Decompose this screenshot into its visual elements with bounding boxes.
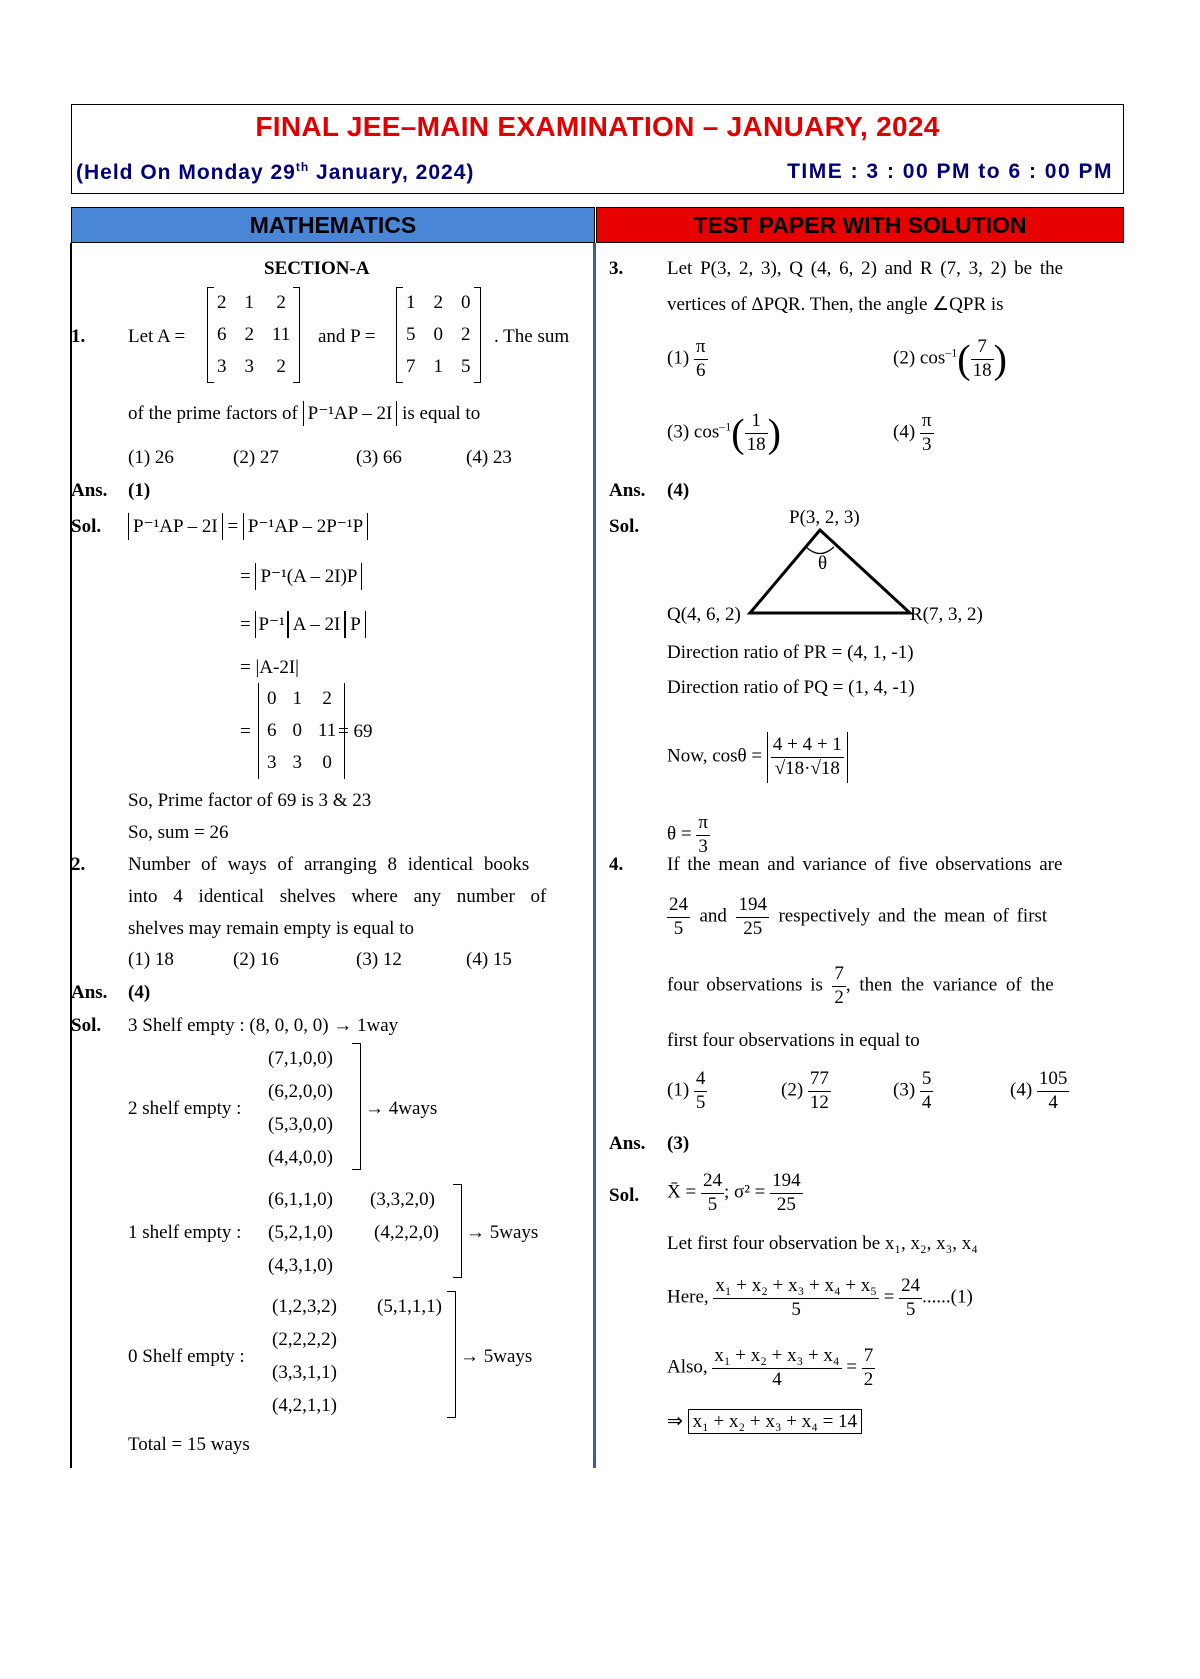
matrix-p-cell: 7 xyxy=(406,356,416,377)
q4-opt2-label: (2) xyxy=(781,1079,804,1101)
q2-three-empty: 3 Shelf empty : (8, 0, 0, 0) → 1way xyxy=(128,1015,399,1036)
q4-opt1-label: (1) xyxy=(667,1079,690,1101)
q1-sol-det-2: P⁻¹(A – 2I)P xyxy=(255,563,362,590)
q3-opt2-frac xyxy=(971,336,994,383)
frac-num: 4 xyxy=(694,1068,708,1092)
q2-one-item: (4,3,1,0) xyxy=(268,1255,333,1276)
vertex-r-label: R(7, 3, 2) xyxy=(910,604,983,625)
q2-line-2: into 4 identical shelves where any number of xyxy=(128,886,547,907)
q3-now: Now, cosθ = xyxy=(667,745,763,767)
q2-sol-label: Sol. xyxy=(71,1015,102,1036)
q2-line-1: Number of ways of arranging 8 identical books xyxy=(128,854,530,875)
q4-also-line xyxy=(667,1345,875,1392)
frac-den: √18·√18 xyxy=(774,757,840,779)
q4-number: 4. xyxy=(609,854,624,875)
q4-also-eq: = xyxy=(846,1356,858,1378)
q1-and-p: and P = xyxy=(318,326,376,347)
q3-opt1-frac xyxy=(694,336,708,383)
q4-here-frac xyxy=(713,1275,878,1322)
q1-sol-det-p: P xyxy=(345,611,366,638)
q4-frac-mean4 xyxy=(832,963,846,1010)
q4-implies: ⇒ xyxy=(667,1411,683,1432)
q2-one-item: (4,2,2,0) xyxy=(374,1222,439,1243)
q2-two-item: (6,2,0,0) xyxy=(268,1081,333,1102)
frac-den: 3 xyxy=(921,433,932,455)
q2-two-bracket xyxy=(352,1043,361,1170)
q1-sol-line3: = P⁻¹ A – 2I P xyxy=(240,615,366,634)
matrix-a xyxy=(207,287,300,383)
frac-den: 18 xyxy=(746,433,766,455)
det-matrix-cell: 6 xyxy=(267,720,277,741)
q3-ans-label: Ans. xyxy=(609,480,646,501)
q4-opt3-frac xyxy=(920,1068,934,1115)
frac-den: 5 xyxy=(791,1298,801,1320)
q3-opt2-label: (2) cos xyxy=(893,347,946,369)
q4-opt2-frac xyxy=(808,1068,831,1115)
matrix-a-cell: 11 xyxy=(272,324,291,345)
q3-line-1: Let P(3, 2, 3), Q (4, 6, 2) and R (7, 3, 2) be the xyxy=(667,258,1064,279)
det-matrix-cell: 2 xyxy=(322,688,332,709)
det-matrix-cell: 3 xyxy=(267,752,277,773)
q1-so-1: So, Prime factor of 69 is 3 & 23 xyxy=(128,790,372,811)
q2-two-ways: → 4ways xyxy=(365,1098,438,1119)
q2-zero-item: (4,2,1,1) xyxy=(272,1395,337,1416)
subject-band: MATHEMATICS xyxy=(71,207,595,243)
q2-zero-item: (3,3,1,1) xyxy=(272,1362,337,1383)
frac-num: 4 + 4 + 1 xyxy=(771,734,844,758)
frac-num: x₁ + x₂ + x₃ + x₄ xyxy=(712,1345,841,1369)
q1-det-matrix xyxy=(258,683,345,779)
q4-frac-mean xyxy=(667,894,690,941)
q3-number: 3. xyxy=(609,258,624,279)
q4-line-1: If the mean and variance of five observations are xyxy=(667,854,1063,875)
q1-the-sum: . The sum xyxy=(494,326,570,347)
q4-option-3 xyxy=(893,1068,933,1115)
matrix-p-cell: 1 xyxy=(433,356,443,377)
q4-line3-pre: four observations is xyxy=(667,974,823,996)
frac-den: 5 xyxy=(905,1298,916,1320)
frac-den: 2 xyxy=(863,1368,874,1390)
q4-option-1 xyxy=(667,1068,707,1115)
q3-opt3-sup: –1 xyxy=(719,419,732,434)
matrix-a-cell: 6 xyxy=(217,324,227,345)
q3-option-3: (3) $\cos^{-1}$( $\frac{1}{18}$ ) xyxy=(667,410,781,456)
q4-sol-label: Sol. xyxy=(609,1185,640,1206)
q1-let-a: Let A = xyxy=(128,326,186,347)
frac-den: 4 xyxy=(921,1091,932,1113)
q2-zero-item: (2,2,2,2) xyxy=(272,1329,337,1350)
q1-sol-line4: = |A-2I| xyxy=(240,657,299,678)
q3-option-4 xyxy=(893,410,934,457)
exam-time: TIME : 3 : 00 PM to 6 : 00 PM xyxy=(787,160,1113,183)
q3-opt4-frac xyxy=(920,410,934,457)
q4-opt3-label: (3) xyxy=(893,1079,916,1101)
q4-line2-post: respectively and the mean of first xyxy=(778,905,1048,927)
q2-zero-bracket xyxy=(447,1291,456,1418)
q4-also-frac xyxy=(712,1345,841,1392)
matrix-a-cell: 2 xyxy=(244,324,254,345)
q3-opt3-label: (3) cos xyxy=(667,421,720,443)
frac-num: π xyxy=(696,812,710,836)
held-text-end: January, 2024) xyxy=(309,161,475,184)
q3-opt2-sup: –1 xyxy=(945,345,958,360)
frac-num: x₁ + x₂ + x₃ + x₄ + x₅ xyxy=(713,1275,878,1299)
q3-theta-eq: θ = xyxy=(667,823,692,845)
q4-also-rfrac xyxy=(862,1345,876,1392)
q4-opt1-frac xyxy=(694,1068,708,1115)
column-divider xyxy=(593,243,596,1468)
q2-zero-ways: → 5ways xyxy=(460,1346,533,1367)
q3-dr-pq: Direction ratio of PQ = (1, 4, -1) xyxy=(667,677,915,698)
frac-den: 18 xyxy=(972,359,992,381)
q4-here-line xyxy=(667,1275,973,1322)
q2-option-2: (2) 16 xyxy=(233,949,279,970)
q2-option-4: (4) 15 xyxy=(466,949,512,970)
q4-opt4-label: (4) xyxy=(1010,1079,1033,1101)
q1-answer: (1) xyxy=(128,480,151,501)
matrix-a-cell: 3 xyxy=(217,356,227,377)
q4-answer: (3) xyxy=(667,1133,690,1154)
q1-sol-line2: = P⁻¹(A – 2I)P xyxy=(240,567,362,586)
q2-one-bracket xyxy=(453,1184,462,1278)
q1-det-expr: P⁻¹AP – 2I xyxy=(303,401,398,426)
frac-den: 5 xyxy=(673,917,684,939)
frac-num: 7 xyxy=(971,336,994,360)
matrix-a-cell: 2 xyxy=(217,292,227,313)
q1-so-2: So, sum = 26 xyxy=(128,822,229,843)
q3-line-2: vertices of ΔPQR. Then, the angle ∠QPR is xyxy=(667,294,1004,315)
paper-band: TEST PAPER WITH SOLUTION xyxy=(596,207,1124,243)
q4-sigma: ; σ² = xyxy=(723,1181,766,1203)
frac-num: 77 xyxy=(808,1068,831,1092)
q1-det-result: = 69 xyxy=(338,721,373,742)
q1-option-1: (1) 26 xyxy=(128,447,174,468)
q2-zero-item: (1,2,3,2) xyxy=(272,1296,337,1317)
q2-zero-item: (5,1,1,1) xyxy=(377,1296,442,1317)
exam-title: FINAL JEE–MAIN EXAMINATION – JANUARY, 2024 xyxy=(255,111,940,142)
matrix-p-cell: 0 xyxy=(433,324,443,345)
q4-line3-post: , then the variance of the xyxy=(845,974,1054,996)
q3-opt1-label: (1) xyxy=(667,347,690,369)
matrix-p-cell: 5 xyxy=(461,356,471,377)
q2-number: 2. xyxy=(71,854,86,875)
q2-two-item: (4,4,0,0) xyxy=(268,1147,333,1168)
q4-option-2 xyxy=(781,1068,831,1115)
det-matrix-cell: 0 xyxy=(292,720,302,741)
q4-here: Here, xyxy=(667,1286,709,1308)
frac-num: 24 xyxy=(667,894,690,918)
frac-den: 4 xyxy=(772,1368,782,1390)
q3-theta-frac xyxy=(696,812,710,859)
frac-num: 5 xyxy=(920,1068,934,1092)
q1-option-2: (2) 27 xyxy=(233,447,279,468)
q1-line2 xyxy=(128,404,480,423)
q3-cos-frac xyxy=(771,734,844,781)
frac-den: 4 xyxy=(1048,1091,1058,1113)
q3-answer: (4) xyxy=(667,480,690,501)
q3-sol-label: Sol. xyxy=(609,516,640,537)
q3-opt3-frac xyxy=(745,410,768,457)
q2-total: Total = 15 ways xyxy=(128,1434,250,1455)
q1-sol-det-b: P⁻¹AP – 2P⁻¹P xyxy=(243,513,368,540)
frac-num: 24 xyxy=(899,1275,922,1299)
frac-num: π xyxy=(694,336,708,360)
frac-num: 194 xyxy=(770,1170,803,1194)
q2-ans-label: Ans. xyxy=(71,982,108,1003)
q1-sol-det-p-inv: P⁻¹ xyxy=(255,611,287,638)
frac-den: 2 xyxy=(834,986,844,1008)
q2-one-label: 1 shelf empty : xyxy=(128,1222,242,1243)
vertex-q-label: Q(4, 6, 2) xyxy=(667,604,741,625)
q1-line2-post: is equal to xyxy=(402,403,481,424)
q3-opt4-label: (4) xyxy=(893,421,916,443)
det-matrix-cell: 3 xyxy=(292,752,302,773)
frac-den: 12 xyxy=(809,1091,829,1113)
q1-sol-label: Sol. xyxy=(71,516,102,537)
frac-den: 3 xyxy=(698,835,708,857)
held-text: (Held On Monday 29 xyxy=(76,161,296,184)
q2-two-label: 2 shelf empty : xyxy=(128,1098,242,1119)
det-matrix-cell: 1 xyxy=(292,688,302,709)
q4-sol-line1 xyxy=(667,1170,803,1217)
q4-ans-label: Ans. xyxy=(609,1133,646,1154)
q4-line-4: first four observations in equal to xyxy=(667,1030,920,1051)
q4-sol-frac2 xyxy=(770,1170,803,1217)
frac-num: 7 xyxy=(862,1345,876,1369)
frac-num: π xyxy=(920,410,934,434)
matrix-a-cell: 2 xyxy=(276,356,286,377)
q2-two-item: (5,3,0,0) xyxy=(268,1114,333,1135)
q1-option-3: (3) 66 xyxy=(356,447,402,468)
frac-den: 25 xyxy=(743,917,763,939)
frac-den: 5 xyxy=(695,1091,706,1113)
held-sup: th xyxy=(295,160,310,174)
matrix-p-cell: 2 xyxy=(461,324,471,345)
q4-line-2 xyxy=(667,894,1047,941)
q4-here-rfrac xyxy=(899,1275,922,1322)
q3-dr-pr: Direction ratio of PR = (4, 1, -1) xyxy=(667,642,914,663)
q2-option-1: (1) 18 xyxy=(128,949,174,970)
frac-num: 105 xyxy=(1037,1068,1070,1092)
q1-line2-pre: of the prime factors of xyxy=(128,403,298,424)
frac-num: 194 xyxy=(736,894,769,918)
q3-theta-result xyxy=(667,812,710,859)
q4-boxed-line xyxy=(667,1412,862,1431)
q2-one-ways: → 5ways xyxy=(466,1222,539,1243)
q3-option-1 xyxy=(667,336,708,383)
q1-sol-det-a: P⁻¹AP – 2I xyxy=(128,513,223,540)
q2-two-item: (7,1,0,0) xyxy=(268,1048,333,1069)
frac-den: 6 xyxy=(695,359,706,381)
q4-also: Also, xyxy=(667,1356,708,1378)
matrix-p-cell: 5 xyxy=(406,324,416,345)
det-matrix-cell: 0 xyxy=(267,688,277,709)
q4-here-eq: = xyxy=(883,1286,895,1308)
q1-det-equals: = xyxy=(240,721,251,742)
matrix-a-cell: 3 xyxy=(244,356,254,377)
frac-num: 7 xyxy=(832,963,846,987)
exam-date xyxy=(76,160,474,185)
q2-zero-label: 0 Shelf empty : xyxy=(128,1346,245,1367)
theta-label: θ xyxy=(818,553,828,574)
matrix-p-cell: 0 xyxy=(461,292,471,313)
q1-sol-det-a-2i: A – 2I xyxy=(288,611,346,638)
frac-num: 1 xyxy=(745,410,768,434)
q4-boxed-result: x₁ + x₂ + x₃ + x₄ = 14 xyxy=(688,1409,862,1434)
q4-frac-var xyxy=(736,894,769,941)
matrix-p-cell: 1 xyxy=(406,292,416,313)
q1-number: 1. xyxy=(71,326,86,347)
det-matrix-cell: 11 xyxy=(318,720,337,741)
det-matrix-cell: 0 xyxy=(322,752,332,773)
matrix-a-cell: 2 xyxy=(276,292,286,313)
q3-option-2: (2) $\cos^{-1}$( $\frac{7}{18}$ ) xyxy=(893,336,1007,382)
q2-line-3: shelves may remain empty is equal to xyxy=(128,918,414,939)
q4-let-obs: Let first four observation be x₁, x₂, x₃, x₄ xyxy=(667,1233,978,1254)
q4-xbar: X̄ = xyxy=(667,1181,697,1203)
vertex-p-label: P(3, 2, 3) xyxy=(789,507,860,528)
exam-header xyxy=(71,104,1124,194)
q2-answer: (4) xyxy=(128,982,151,1003)
frac-den: 5 xyxy=(707,1193,718,1215)
q2-one-item: (3,3,2,0) xyxy=(370,1189,435,1210)
q4-sol-frac1 xyxy=(701,1170,724,1217)
matrix-p-cell: 2 xyxy=(433,292,443,313)
q4-option-4 xyxy=(1010,1068,1069,1115)
frac-den: 25 xyxy=(776,1193,796,1215)
q1-option-4: (4) 23 xyxy=(466,447,512,468)
q1-ans-label: Ans. xyxy=(71,480,108,501)
q4-opt4-frac xyxy=(1037,1068,1070,1115)
q4-here-tag: ......(1) xyxy=(922,1286,973,1308)
matrix-a-cell: 1 xyxy=(244,292,254,313)
q2-one-item: (5,2,1,0) xyxy=(268,1222,333,1243)
triangle-pqr xyxy=(750,530,910,613)
q3-cos-line xyxy=(667,732,848,783)
q2-option-3: (3) 12 xyxy=(356,949,402,970)
section-title: SECTION-A xyxy=(264,258,370,279)
matrix-p xyxy=(396,287,481,383)
q1-sol-line1: P⁻¹AP – 2I = P⁻¹AP – 2P⁻¹P xyxy=(128,517,368,536)
q2-one-item: (6,1,1,0) xyxy=(268,1189,333,1210)
frac-num: 24 xyxy=(701,1170,724,1194)
q4-and: and xyxy=(699,905,727,927)
q4-line-3 xyxy=(667,963,1054,1010)
